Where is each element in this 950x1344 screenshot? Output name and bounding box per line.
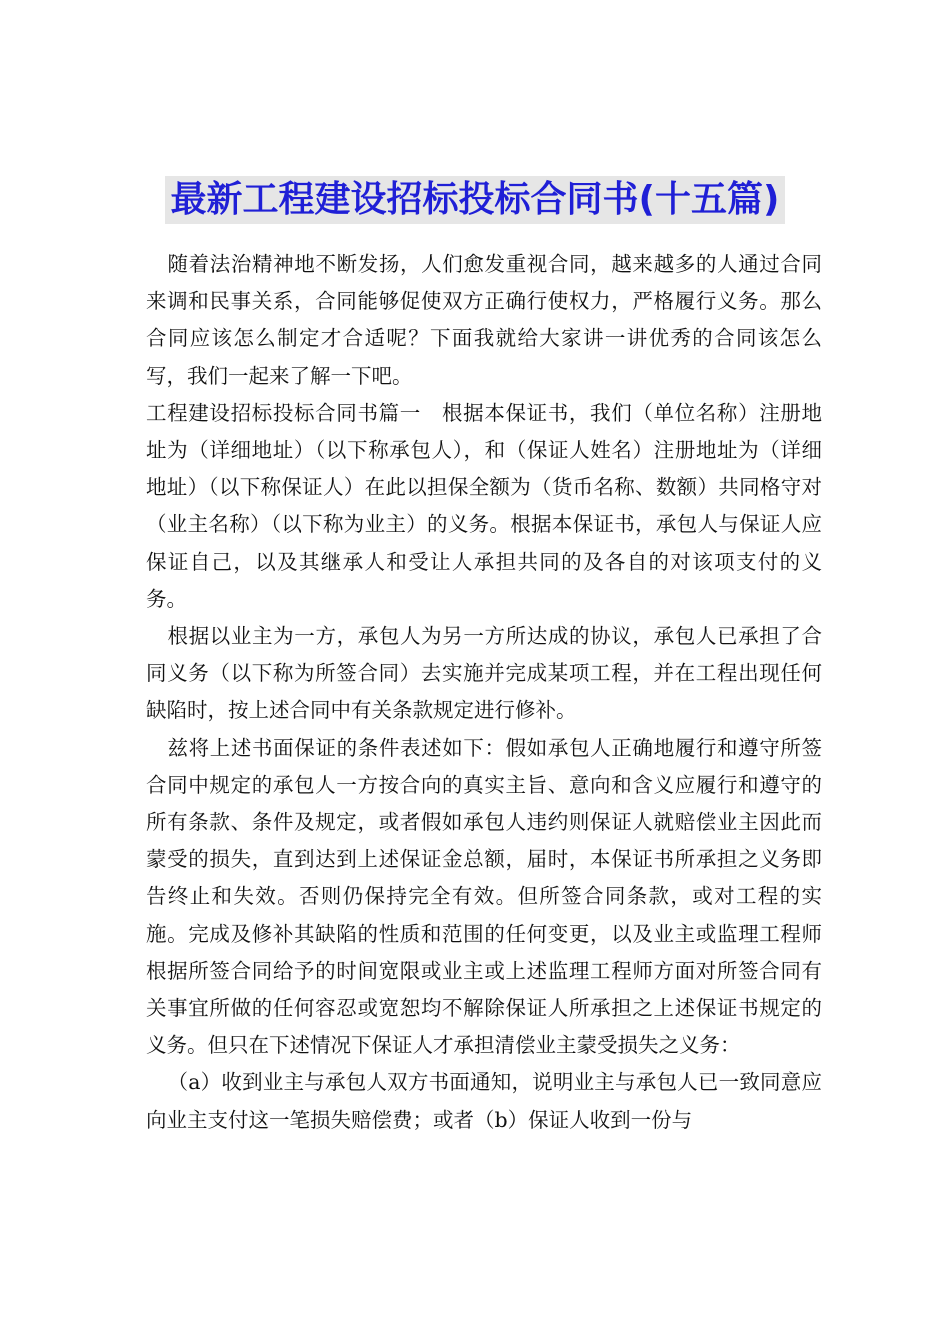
document-title: 最新工程建设招标投标合同书(十五篇) xyxy=(165,176,786,224)
paragraph-clause-a-b: （a）收到业主与承包人双方书面通知，说明业主与承包人已一致同意应向业主支付这一笔损失赔偿费；或者（b）保证人收到一份与 xyxy=(146,1070,822,1132)
paragraph-agreement: 根据以业主为一方，承包人为另一方所达成的协议，承包人已承担了合同义务（以下称为所签合同）去实施并完成某项工程，并在工程出现任何缺陷时，按上述合同中有关条款规定进行修补。 xyxy=(146,624,822,723)
paragraph-conditions: 兹将上述书面保证的条件表述如下：假如承包人正确地履行和遵守所签合同中规定的承包人一方按合向的真实主旨、意向和含义应履行和遵守的所有条款、条件及规定，或者假如承包人违约则保证人就赔偿业主因此而蒙受的损失，直到达到上述保证金总额，届时，本保证书所承担之义务即告终止和失效。否则仍保持完全有效。但所签合同条款，或对工程的实施。完成及修补其缺陷的性质和范围的任何变更，以及业主或监理工程师根据所签合同给予的时间宽限或业主或上述监理工程师方面对所签合同有关事宜所做的任何容忍或宽恕均不解除保证人所承担之上述保证书规定的义务。但只在下述情况下保证人才承担清偿业主蒙受损失之义务： xyxy=(146,735,822,1058)
paragraph-section-one: 工程建设招标投标合同书篇一 根据本保证书，我们（单位名称）注册地址为（详细地址）（以下称承包人），和（保证人姓名）注册地址为（详细地址）（以下称保证人）在此以担保全额为（货币名称、数额）共同格守对（业主名称）（以下称为业主）的义务。根据本保证书，承包人与保证人应保证自己，以及其继承人和受让人承担共同的及各自的对该项支付的义务。 xyxy=(146,400,822,611)
document-body xyxy=(146,246,822,1139)
title-container xyxy=(0,176,950,224)
paragraph-intro: 随着法治精神地不断发扬，人们愈发重视合同，越来越多的人通过合同来调和民事关系，合同能够促使双方正确行使权力，严格履行义务。那么合同应该怎么制定才合适呢？下面我就给大家讲一讲优秀的合同该怎么写，我们一起来了解一下吧。 xyxy=(146,252,822,388)
